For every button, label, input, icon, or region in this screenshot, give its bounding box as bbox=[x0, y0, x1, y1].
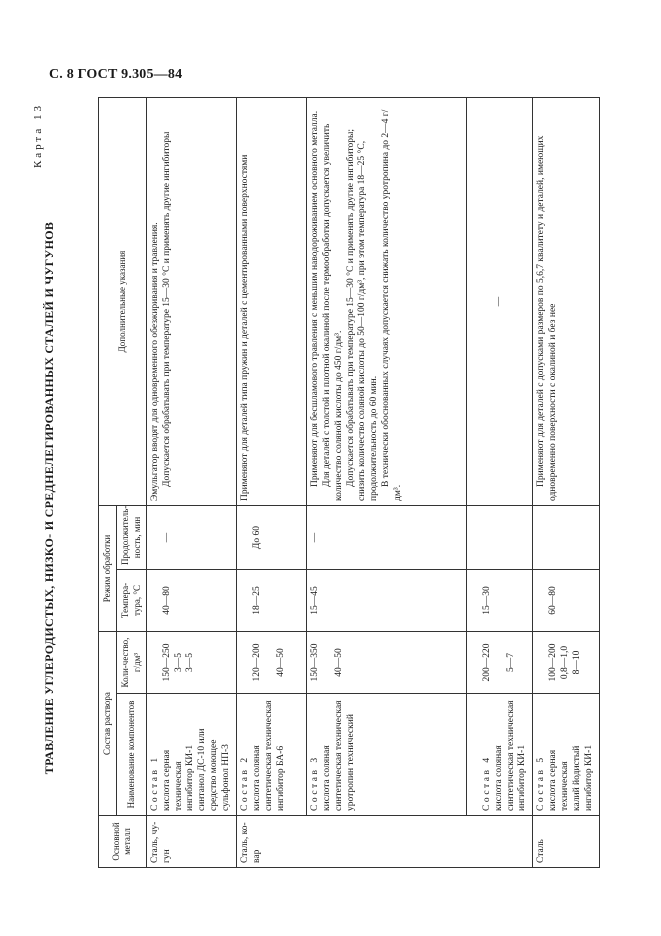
notes-cell bbox=[533, 98, 599, 506]
temperature-cell: 15—30 bbox=[466, 570, 532, 632]
note: Применяют для деталей с допусками размеров по 5,6,7 квалитету и деталей, имеющих одновременно поверхности с окалиной и без нее bbox=[536, 135, 559, 501]
header-base-metal: Основной металл bbox=[99, 816, 147, 868]
composition-label: Состав 1 bbox=[149, 755, 160, 811]
component: ингибитор КИ-1 bbox=[185, 744, 196, 811]
duration-cell bbox=[466, 506, 532, 570]
temperature-cell: 15—45 bbox=[306, 570, 466, 632]
components-cell bbox=[466, 694, 532, 816]
temperature-cell: 18—25 bbox=[236, 570, 306, 632]
header-mode: Режим обработки bbox=[99, 506, 117, 632]
header-notes: Дополнительные указания bbox=[99, 98, 147, 506]
duration-cell: До 60 bbox=[236, 506, 306, 570]
component: кислота серная техническая bbox=[161, 749, 184, 811]
table-row bbox=[236, 98, 306, 868]
component: кислота соляная синтетическая техническая bbox=[251, 700, 274, 811]
quantity: 40—50 bbox=[275, 648, 286, 677]
components-cell bbox=[146, 694, 236, 816]
page-header: С. 8 ГОСТ 9.305—84 bbox=[49, 67, 183, 82]
component: кислота соляная синтетическая техническая bbox=[321, 700, 344, 811]
component: кислота серная техническая bbox=[548, 749, 570, 811]
note: — bbox=[493, 296, 504, 307]
components-cell bbox=[306, 694, 466, 816]
quantity-cell bbox=[533, 632, 599, 694]
map-label: Карта 13 bbox=[32, 102, 44, 168]
note: Допускается обрабатывать при температуре 15—30 °С и применять другие ингибиторы; снизить количество соляной кислоты до 50—100 г/дм³, при этом температура 18—25 °С, продолжительность до 60 мин. bbox=[345, 128, 380, 501]
note: Для деталей с толстой и плотной окалиной после термообработки допускается увеличить количество соляной кислоты до 450 г/дм³. bbox=[321, 123, 344, 501]
quantity: 100—200 bbox=[548, 643, 559, 682]
note: В технически обоснованных случаях допускается снижать количество уротропина до 2—4 г/дм³. bbox=[381, 109, 403, 501]
header-quantity: Коли-чество, г/дм³ bbox=[117, 632, 147, 694]
composition-label: Состав 5 bbox=[536, 755, 547, 811]
components-cell bbox=[236, 694, 306, 816]
quantity: 8—10 bbox=[571, 650, 582, 675]
component: ингибитор КИ-1 bbox=[583, 744, 594, 811]
duration-cell: — bbox=[306, 506, 466, 570]
components-cell bbox=[533, 694, 599, 816]
quantity: 5—7 bbox=[505, 653, 516, 672]
etching-table bbox=[98, 97, 600, 868]
quantity-cell bbox=[146, 632, 236, 694]
quantity: 3—5 bbox=[173, 653, 184, 672]
temperature-cell: 60—80 bbox=[533, 570, 599, 632]
quantity-cell bbox=[236, 632, 306, 694]
quantity-cell bbox=[306, 632, 466, 694]
component: уротропин технический bbox=[345, 714, 356, 811]
notes-cell bbox=[306, 98, 466, 506]
metal-cell: Сталь, ко-вар bbox=[236, 816, 306, 868]
temperature-cell: 40—80 bbox=[146, 570, 236, 632]
table-row bbox=[533, 98, 599, 868]
duration-cell: — bbox=[146, 506, 236, 570]
component: ингибитор БА-6 bbox=[275, 745, 286, 811]
quantity: 0,8—1,0 bbox=[560, 645, 570, 680]
notes-cell bbox=[466, 98, 532, 506]
header-solution: Состав раствора bbox=[99, 632, 117, 816]
note: Применяют для деталей типа пружин и деталей с цементированными поверхностями bbox=[239, 154, 250, 501]
quantity: 150—250 bbox=[161, 643, 172, 682]
header-duration: Продолжитель-ность, мин bbox=[117, 506, 147, 570]
quantity: 120—200 bbox=[251, 643, 262, 682]
metal-cell bbox=[466, 816, 532, 868]
notes-cell bbox=[236, 98, 306, 506]
table-row bbox=[466, 98, 532, 868]
table-title: ТРАВЛЕНИЕ УГЛЕРОДИСТЫХ, НИЗКО- И СРЕДНЕЛЕГИРОВАННЫХ СТАЛЕЙ И ЧУГУНОВ bbox=[42, 221, 56, 775]
metal-cell: Сталь bbox=[533, 816, 599, 868]
duration-cell bbox=[533, 506, 599, 570]
header-temperature: Темпера-тура, °С bbox=[117, 570, 147, 632]
metal-cell: Сталь, чу-гун bbox=[146, 816, 236, 868]
table-row bbox=[146, 98, 236, 868]
quantity: 3—5 bbox=[185, 653, 196, 672]
component: синтанол ДС-10 или средство моющее сульфонол НП-3 bbox=[197, 728, 231, 811]
composition-label: Состав 3 bbox=[309, 755, 320, 811]
note: Применяют для бесшламового травления с меньшим наводороживанием основного металла. bbox=[309, 110, 320, 487]
metal-cell bbox=[306, 816, 466, 868]
composition-label: Состав 4 bbox=[481, 755, 492, 811]
quantity: 200—220 bbox=[481, 643, 492, 682]
note: Допускается обрабатывать при температуре 15—30 °С и применять другие ингибиторы bbox=[161, 131, 172, 487]
component: кислота соляная синтетическая техническая bbox=[493, 700, 516, 811]
quantity-cell bbox=[466, 632, 532, 694]
rotated-table-area bbox=[32, 98, 602, 868]
note: Эмульгатор вводят для одновременного обезжиривания и травления. bbox=[149, 222, 160, 501]
component: ингибитор КИ-1 bbox=[517, 744, 528, 811]
table-row bbox=[306, 98, 466, 868]
header-component-name: Наименование компонентов bbox=[117, 694, 147, 816]
quantity: 150—350 bbox=[309, 643, 320, 682]
composition-label: Состав 2 bbox=[239, 755, 250, 811]
component: калий йодистый bbox=[571, 745, 582, 811]
notes-cell bbox=[146, 98, 236, 506]
quantity: 40—50 bbox=[333, 648, 344, 677]
